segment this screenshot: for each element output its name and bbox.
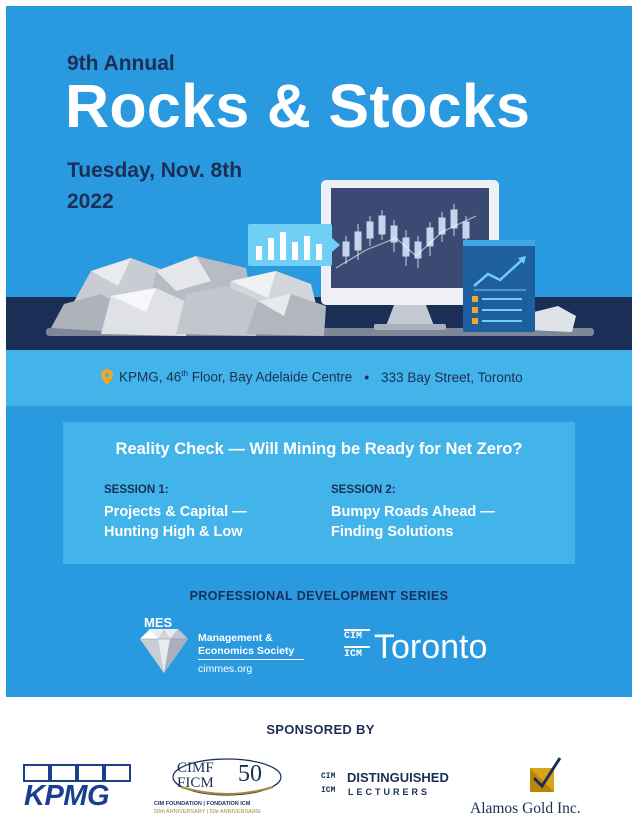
mes-mark-text: MES (144, 615, 173, 630)
mes-url: cimmes.org (198, 663, 253, 675)
alamos-gold-logo (470, 754, 620, 822)
session-1 (104, 484, 247, 542)
alamos-mark-icon (524, 754, 564, 798)
dl-mark-top: CIM (321, 772, 336, 781)
mes-name-line: Management & (198, 632, 273, 644)
session-title-line: Hunting High & Low (104, 524, 243, 540)
cimf-swoosh-icon (151, 757, 303, 801)
series-title: PROFESSIONAL DEVELOPMENT SERIES (189, 589, 449, 603)
kpmg-wordmark: KPMG (24, 780, 109, 812)
event-year: 2022 (67, 190, 114, 213)
session-label: SESSION 2: (331, 484, 396, 496)
cim-mark-top: CIM (344, 631, 363, 642)
cimf-wordmark-bottom: FICM (177, 775, 214, 791)
session-label: SESSION 1: (104, 484, 169, 496)
dl-subtitle: LECTURERS (348, 787, 431, 797)
cimf-anniversary-text: 50th ANNIVERSARY | 50e ANNIVERSAIRE (154, 809, 261, 815)
dl-mark-bottom: ICM (321, 786, 336, 795)
mes-divider (198, 659, 304, 660)
rock-pile-icon (51, 256, 326, 336)
cim-foundation-logo (151, 757, 303, 821)
alamos-wordmark: Alamos Gold Inc. (470, 800, 581, 817)
bar-chart-card-icon (248, 224, 340, 266)
cim-toronto-logo (344, 627, 487, 667)
cim-mark-bottom: ICM (344, 649, 363, 660)
cimf-wordmark (177, 761, 214, 791)
location-separator: • (364, 369, 370, 385)
dl-title: DISTINGUISHED (347, 770, 449, 785)
cimf-wordmark-top: CIMF (177, 760, 214, 776)
session-title-line: Bumpy Roads Ahead — (331, 504, 495, 520)
diamond-icon (134, 611, 194, 681)
cimf-50: 50 (238, 761, 262, 787)
report-document-icon (463, 240, 535, 332)
mes-name-line: Economics Society (198, 645, 295, 657)
program-box (63, 422, 575, 564)
event-title: Rocks & Stocks (65, 72, 531, 140)
kpmg-logo (22, 764, 134, 812)
session-title-line: Finding Solutions (331, 524, 454, 540)
mes-logo (134, 611, 319, 681)
cim-city: Toronto (374, 627, 488, 666)
hero-illustration (6, 176, 632, 350)
map-pin-icon (101, 369, 113, 385)
event-poster (6, 6, 632, 697)
location-line (101, 369, 523, 385)
mes-name (198, 632, 294, 658)
sponsors-title: SPONSORED BY (266, 722, 375, 737)
cim-icm-mark-icon (344, 629, 372, 665)
program-theme: Reality Check — Will Mining be Ready for Net Zero? (115, 440, 523, 458)
cimf-foundation-text: CIM FOUNDATION | FONDATION ICM (154, 801, 251, 807)
session-2 (331, 484, 495, 542)
event-edition: 9th Annual (67, 52, 175, 75)
venue-address: 333 Bay Street, Toronto (381, 369, 523, 385)
event-date: Tuesday, Nov. 8th (67, 159, 243, 182)
session-title-line: Projects & Capital — (104, 504, 247, 520)
venue-name: KPMG, 46th Floor, Bay Adelaide Centre (119, 369, 353, 385)
cim-icm-mark-icon (321, 770, 343, 800)
